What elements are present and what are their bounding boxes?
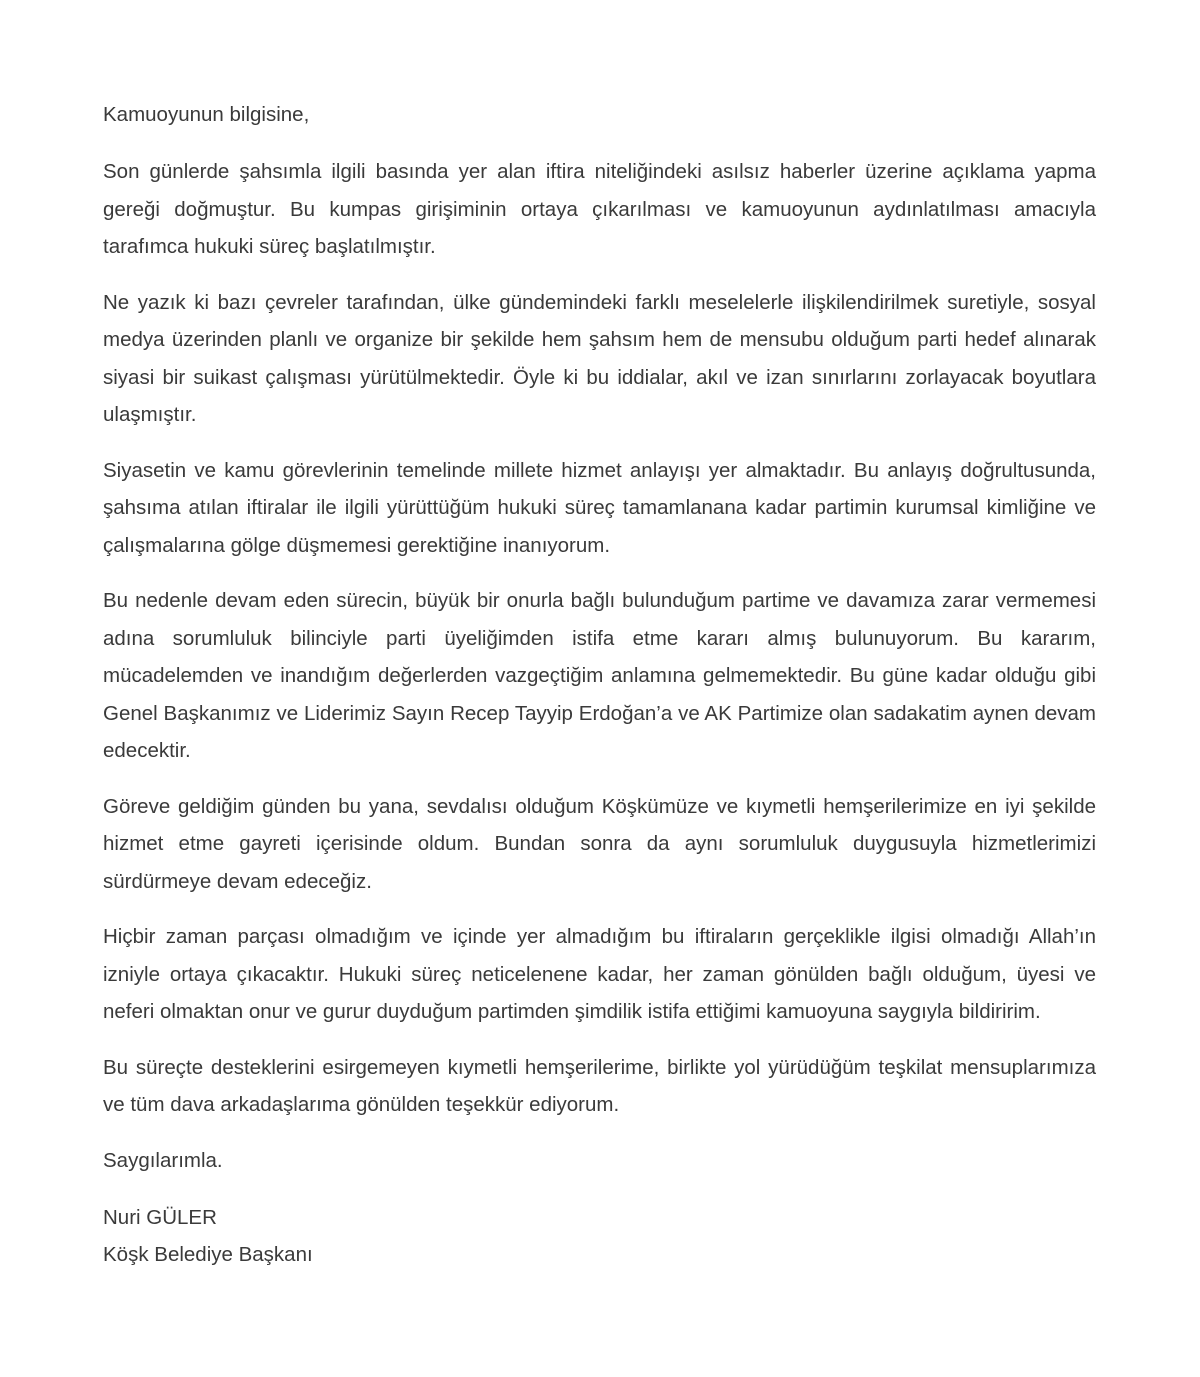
signature-title: Köşk Belediye Başkanı	[103, 1243, 313, 1266]
paragraph-party-identity: Siyasetin ve kamu görevlerinin temelinde millete hizmet anlayışı yer almaktadır. Bu anlayış doğrultusunda, şahsıma atılan iftiralar ile ilgili yürüttüğüm hukuki süreç tamamlanana kadar partimin kurumsal kimliğine ve çalışmalarına gölge düşmemesi gerektiğine inanıyorum.	[103, 458, 1096, 557]
salutation: Kamuoyunun bilgisine,	[103, 103, 310, 126]
paragraph-thanks: Bu süreçte desteklerini esirgemeyen kıymetli hemşerilerime, birlikte yol yürüdüğüm teşkilat mensuplarımıza ve tüm dava arkadaşlarıma gönülden teşekkür ediyorum.	[103, 1055, 1096, 1116]
signature-block	[103, 1199, 1096, 1274]
signature-name: Nuri GÜLER	[103, 1205, 217, 1229]
paragraph-smear-campaign: Ne yazık ki bazı çevreler tarafından, ülke gündemindeki farklı meselelerle ilişkilendirilmek suretiyle, sosyal medya üzerinden planlı ve organize bir şekilde hem şahsım hem de mensubu olduğum parti hedef alınarak siyasi bir suikast çalışması yürütülmektedir. Öyle ki bu iddialar, akıl ve izan sınırlarını zorlayacak boyutlara ulaşmıştır.	[103, 290, 1096, 426]
paragraph-service-commitment: Göreve geldiğim günden bu yana, sevdalısı olduğum Köşkümüze ve kıymetli hemşerilerimize en iyi şekilde hizmet etme gayreti içerisinde oldum. Bundan sonra da aynı sorumluluk duygusuyla hizmetlerimizi sürdürmeye devam edeceğiz.	[103, 794, 1096, 893]
paragraph-innocence-statement: Hiçbir zaman parçası olmadığım ve içinde yer almadığım bu iftiraların gerçeklikle ilgisi olmadığı Allah’ın izniyle ortaya çıkacaktır. Hukuki süreç neticelenene kadar, her zaman gönülden bağlı olduğum, üyesi ve neferi olmaktan onur ve gurur duyduğum partimden şimdilik istifa ettiğimi kamuoyuna saygıyla bildiririm.	[103, 925, 1096, 1023]
paragraph-resignation-decision: Bu nedenle devam eden sürecin, büyük bir onurla bağlı bulunduğum partime ve davamıza zarar vermemesi adına sorumluluk bilinciyle parti üyeliğimden istifa etme kararı almış bulunuyorum. Bu kararım, mücadelemden ve inandığım değerlerden vazgeçtiğim anlamına gelmemektedir. Bu güne kadar olduğu gibi Genel Başkanımız ve Liderimiz Sayın Recep Tayyip Erdoğan’a ve AK Partimize olan sadakatim aynen devam edecektir.	[103, 589, 1096, 762]
paragraph-legal-action: Son günlerde şahsımla ilgili basında yer alan iftira niteliğindeki asılsız haberler üzerine açıklama yapma gereği doğmuştur. Bu kumpas girişiminin ortaya çıkarılması ve kamuoyunun aydınlatılması amacıyla tarafımca hukuki süreç başlatılmıştır.	[103, 160, 1096, 258]
closing: Saygılarımla.	[103, 1148, 223, 1172]
